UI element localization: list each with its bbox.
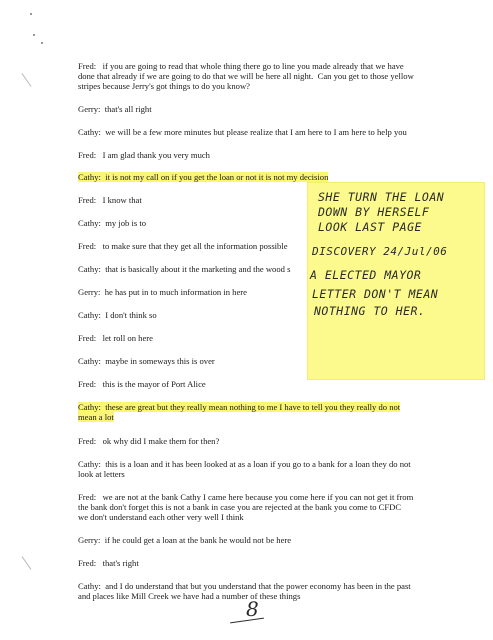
transcript-line: Cathy: this is a loan and it has been looked at as a loan if you go to a bank for a loan they do not — [78, 459, 411, 469]
transcript-line: Fred: I am glad thank you very much — [78, 150, 210, 160]
sticky-note-line: LOOK LAST PAGE — [318, 220, 422, 234]
transcript-line: Cathy: maybe in someways this is over — [78, 356, 215, 366]
transcript-line: Cathy: and I do understand that but you understand that the power economy has been in the past — [78, 581, 411, 591]
binder-mark — [22, 73, 32, 87]
scan-speck — [33, 34, 35, 36]
transcript-line: look at letters — [78, 469, 125, 479]
transcript-line: done that already if we are going to do that we will be here all night. Can you get to those yellow — [78, 71, 414, 81]
transcript-line: Fred: that's right — [78, 558, 139, 568]
binder-mark — [22, 556, 32, 570]
sticky-note-line: A ELECTED MAYOR — [310, 268, 422, 282]
transcript-line: Cathy: that is basically about it the marketing and the wood s — [78, 264, 291, 274]
sticky-note-line: NOTHING TO HER. — [314, 304, 426, 318]
transcript-line: Fred: ok why did I make them for then? — [78, 436, 220, 446]
transcript-line: Gerry: he has put in to much information in here — [78, 287, 247, 297]
transcript-line: and places like Mill Creek we have had a number of these things — [78, 591, 301, 601]
transcript-line: Cathy: we will be a few more minutes but please realize that I am here to I am here to help you — [78, 127, 407, 137]
transcript-line: Fred: let roll on here — [78, 333, 153, 343]
transcript-line: stripes because Jerry's got things to do you know? — [78, 81, 250, 91]
highlighter-mark: Cathy: these are great but they really mean nothing to me I have to tell you they really do not — [78, 402, 401, 412]
transcript-line: Fred: this is the mayor of Port Alice — [78, 379, 206, 389]
sticky-note-line: LETTER DON'T MEAN — [312, 287, 439, 301]
transcript-line: Fred: I know that — [78, 195, 142, 205]
highlighter-mark: mean a lot — [78, 412, 114, 422]
transcript-line: Fred: we are not at the bank Cathy I came here because you come here if you can not get it from — [78, 492, 414, 502]
transcript-line — [78, 402, 468, 412]
transcript-line: Cathy: I don't think so — [78, 310, 157, 320]
page-number: 8 — [246, 597, 259, 621]
transcript-line: the bank don't forget this is not a bank in case you are rejected at the bank you come to CFDC — [78, 502, 402, 512]
transcript-line — [78, 412, 468, 422]
scan-speck — [41, 42, 43, 44]
transcript-line: we don't understand each other very well I think — [78, 512, 244, 522]
sticky-note-line: SHE TURN THE LOAN — [318, 190, 445, 204]
transcript-line: Fred: to make sure that they get all the information possible — [78, 241, 288, 251]
transcript-line: Gerry: if he could get a loan at the bank he would not be here — [78, 535, 292, 545]
transcript-line: Cathy: my job is to — [78, 218, 147, 228]
sticky-note-line: DISCOVERY 24/Jul/06 — [312, 245, 448, 258]
transcript-line: Gerry: that's all right — [78, 104, 152, 114]
transcript-line — [78, 172, 468, 182]
transcript-line: Fred: if you are going to read that whole thing there go to line you made already that we have — [78, 61, 404, 71]
sticky-note-line: DOWN BY HERSELF — [318, 205, 430, 219]
scan-speck — [30, 13, 32, 15]
highlighter-mark: Cathy: it is not my call on if you get the loan or not it is not my decision — [78, 172, 329, 182]
